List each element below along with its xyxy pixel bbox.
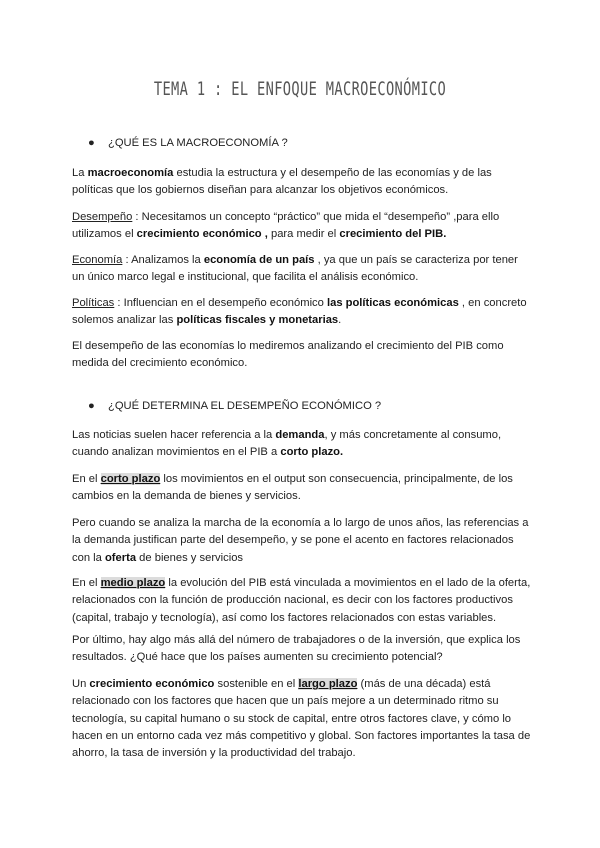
section2-heading-text: ¿QUÉ DETERMINA EL DESEMPEÑO ECONÓMICO ?	[108, 400, 382, 412]
section2-paragraph-corto-plazo: En el corto plazo los movimientos en el output son consecuencia, principalmente, de los cambios en la demanda de bienes y servicios.	[72, 473, 513, 503]
section1-paragraph-politicas: Políticas : Influencian en el desempeño económico las políticas económicas , en concreto solemos analizar las políticas fiscales y monetarias.	[72, 297, 527, 327]
section1-paragraph-economia: Economía : Analizamos la economía de un país , ya que un país se caracteriza por tener un único marco legal e institucional, que facilita el análisis económico.	[72, 254, 518, 284]
section2-paragraph-demanda: Las noticias suelen hacer referencia a la demanda, y más concretamente al consumo, cuando analizan movimientos en el PIB a corto plazo.	[72, 429, 502, 459]
section1-paragraph-desempeno: Desempeño : Necesitamos un concepto “práctico” que mida el “desempeño” ,para ello utilizamos el crecimiento económico , para medir el crecimiento del PIB.	[72, 211, 500, 241]
bullet-marker: ●	[88, 400, 95, 412]
bullet-marker: ●	[88, 137, 95, 149]
section2-paragraph-largo-plazo: Un crecimiento económico sostenible en el largo plazo (más de una década) está relacionado con los factores que hacen que un país mejore a un determinado ritmo su tecnología, su capital humano o su stock de capital, entre otros factores clave, y cómo lo hacen en un entorno cada vez más competitivo y global. Son factores importantes la tasa de ahorro, la tasa de inversión y la productividad del trabajo.	[72, 678, 531, 760]
section2-paragraph-medio-plazo: En el medio plazo la evolución del PIB está vinculada a movimientos en el lado de la oferta, relacionados con la función de producción nacional, es decir con los factores productivos (capital, trabajo y tecnología), así como los factores relacionados con estas variables.	[72, 577, 531, 624]
term-largo-plazo: largo plazo	[298, 678, 358, 690]
section1-paragraph-summary: El desempeño de las economías lo mediremos analizando el crecimiento del PIB como medida del crecimiento económico.	[72, 340, 504, 370]
term-politicas: Políticas	[72, 297, 115, 309]
section1-paragraph-definition: La macroeconomía estudia la estructura y el desempeño de las economías y de las políticas que los gobiernos diseñan para alcanzar los objetivos económicos.	[72, 167, 492, 197]
section1-heading-text: ¿QUÉ ES LA MACROECONOMÍA ?	[108, 137, 288, 149]
term-desempeno: Desempeño	[72, 211, 133, 223]
section1-heading	[88, 137, 288, 149]
term-medio-plazo: medio plazo	[100, 577, 166, 589]
section2-paragraph-potencial: Por último, hay algo más allá del número de trabajadores o de la inversión, que explica los resultados. ¿Qué hace que los países aumenten su crecimiento potencial?	[72, 634, 521, 664]
term-economia: Economía	[72, 254, 123, 266]
page-title: TEMA 1 : EL ENFOQUE MACROECONÓMICO	[153, 78, 447, 100]
section2-heading	[88, 400, 381, 412]
term-corto-plazo: corto plazo	[100, 473, 161, 485]
section2-paragraph-oferta: Pero cuando se analiza la marcha de la economía a lo largo de unos años, las referencias a la demanda justifican parte del desempeño, y se pone el acento en factores relacionados con la oferta de bienes y servicios	[72, 517, 529, 564]
